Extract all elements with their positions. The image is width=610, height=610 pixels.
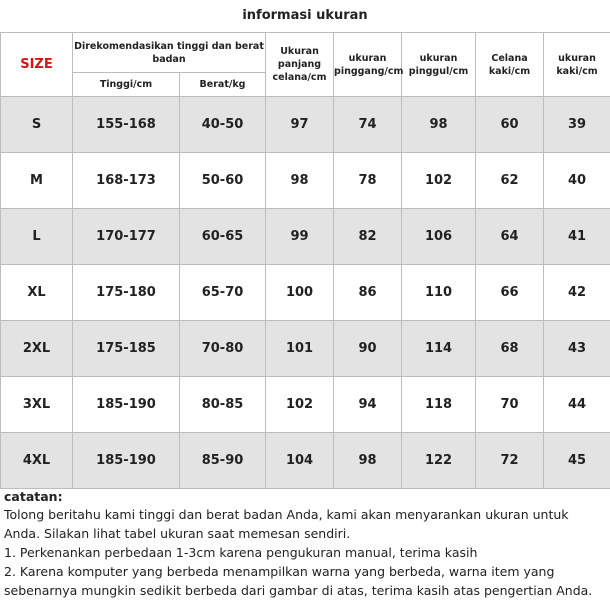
- cell-hip: 98: [402, 97, 476, 153]
- cell-length: 97: [266, 97, 334, 153]
- cell-height: 168-173: [73, 153, 180, 209]
- leg-header: Celana kaki/cm: [476, 33, 544, 97]
- cell-weight: 70-80: [180, 321, 266, 377]
- header-row: [1, 33, 610, 73]
- cell-leg: 68: [476, 321, 544, 377]
- notes-line: Tolong beritahu kami tinggi dan berat badan Anda, kami akan menyarankan ukuran untuk Anda. Silakan lihat tabel ukuran saat memesan sendiri.: [4, 507, 569, 541]
- notes-line: 2. Karena komputer yang berbeda menampilkan warna yang berbeda, warna item yang sebenarnya mungkin sedikit berbeda dari gambar di atas, terima kasih atas pengertian Anda.: [4, 564, 593, 598]
- size-header: SIZE: [1, 33, 73, 97]
- cell-size: L: [1, 209, 73, 265]
- cell-weight: 60-65: [180, 209, 266, 265]
- pants-length-header: Ukuran panjang celana/cm: [266, 33, 334, 97]
- cell-size: XL: [1, 265, 73, 321]
- cell-length: 98: [266, 153, 334, 209]
- cell-hip: 110: [402, 265, 476, 321]
- table-row: [1, 321, 610, 377]
- cell-length: 104: [266, 433, 334, 489]
- cell-height: 185-190: [73, 377, 180, 433]
- cell-foot: 44: [544, 377, 610, 433]
- cell-leg: 62: [476, 153, 544, 209]
- cell-length: 102: [266, 377, 334, 433]
- cell-length: 101: [266, 321, 334, 377]
- cell-foot: 39: [544, 97, 610, 153]
- cell-waist: 74: [334, 97, 402, 153]
- recommend-header: Direkomendasikan tinggi dan berat badan: [73, 33, 266, 73]
- cell-length: 99: [266, 209, 334, 265]
- cell-leg: 72: [476, 433, 544, 489]
- cell-waist: 78: [334, 153, 402, 209]
- cell-waist: 98: [334, 433, 402, 489]
- cell-hip: 114: [402, 321, 476, 377]
- notes-section: [4, 489, 608, 600]
- cell-weight: 40-50: [180, 97, 266, 153]
- cell-size: 4XL: [1, 433, 73, 489]
- cell-foot: 43: [544, 321, 610, 377]
- waist-header: ukuran pinggang/cm: [334, 33, 402, 97]
- cell-size: 3XL: [1, 377, 73, 433]
- foot-header: ukuran kaki/cm: [544, 33, 610, 97]
- notes-label: catatan:: [4, 489, 63, 504]
- cell-length: 100: [266, 265, 334, 321]
- cell-height: 175-180: [73, 265, 180, 321]
- cell-height: 170-177: [73, 209, 180, 265]
- cell-hip: 122: [402, 433, 476, 489]
- cell-size: S: [1, 97, 73, 153]
- cell-height: 185-190: [73, 433, 180, 489]
- table-row: [1, 377, 610, 433]
- cell-size: 2XL: [1, 321, 73, 377]
- size-rows: [1, 97, 610, 489]
- weight-subheader: Berat/kg: [180, 73, 266, 97]
- cell-leg: 66: [476, 265, 544, 321]
- height-subheader: Tinggi/cm: [73, 73, 180, 97]
- cell-leg: 70: [476, 377, 544, 433]
- cell-foot: 42: [544, 265, 610, 321]
- cell-weight: 65-70: [180, 265, 266, 321]
- cell-foot: 40: [544, 153, 610, 209]
- table-row: [1, 209, 610, 265]
- hip-header: ukuran pinggul/cm: [402, 33, 476, 97]
- cell-waist: 94: [334, 377, 402, 433]
- cell-waist: 86: [334, 265, 402, 321]
- cell-height: 175-185: [73, 321, 180, 377]
- table-row: [1, 97, 610, 153]
- page-title: informasi ukuran: [242, 8, 368, 23]
- cell-weight: 80-85: [180, 377, 266, 433]
- size-table: [0, 32, 610, 489]
- notes-line: 1. Perkenankan perbedaan 1-3cm karena pengukuran manual, terima kasih: [4, 545, 478, 560]
- cell-hip: 106: [402, 209, 476, 265]
- cell-leg: 64: [476, 209, 544, 265]
- cell-hip: 118: [402, 377, 476, 433]
- cell-foot: 41: [544, 209, 610, 265]
- cell-weight: 85-90: [180, 433, 266, 489]
- cell-hip: 102: [402, 153, 476, 209]
- cell-waist: 90: [334, 321, 402, 377]
- table-row: [1, 153, 610, 209]
- table-row: [1, 433, 610, 489]
- table-row: [1, 265, 610, 321]
- cell-leg: 60: [476, 97, 544, 153]
- cell-height: 155-168: [73, 97, 180, 153]
- cell-size: M: [1, 153, 73, 209]
- cell-waist: 82: [334, 209, 402, 265]
- cell-foot: 45: [544, 433, 610, 489]
- cell-weight: 50-60: [180, 153, 266, 209]
